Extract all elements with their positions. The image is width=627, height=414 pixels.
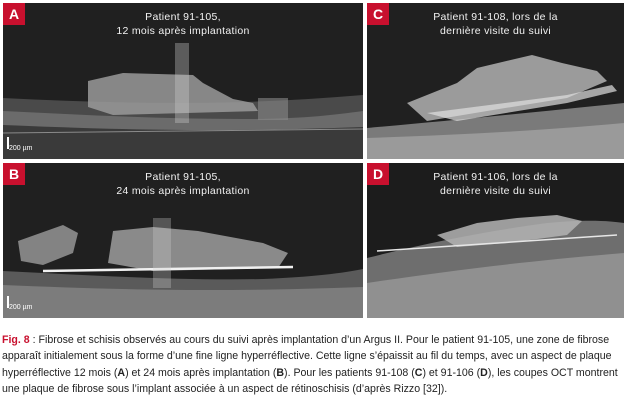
panel-label-b: B	[3, 163, 25, 185]
panel-label-d: D	[367, 163, 389, 185]
scale-bar-b	[9, 304, 33, 312]
panel-title-c	[367, 10, 624, 38]
caption-text-5: ), les coupes OCT montrent une plaque de fibrose sous l’implant associée à un aspect de rétinoschisis (d’après Rizzo [32]).	[2, 366, 618, 396]
figure-caption	[2, 332, 624, 398]
panel-title-d-line1: Patient 91-106, lors de la	[433, 171, 558, 183]
panel-title-c-line2: dernière visite du suivi	[439, 25, 552, 37]
caption-ref-d: D	[480, 366, 488, 379]
panel-title-a	[3, 10, 363, 38]
scale-label-b: 200 µm	[9, 304, 33, 311]
panel-title-a-line2: 12 mois après implantation	[116, 25, 250, 37]
caption-text-1: : Fibrose et schisis observés au cours du suivi après implantation d’un Argus II. Pour le patient 91-105, une zone de fibrose apparaît initialement sous la forme d’une fine ligne hyperréflective. Cette ligne s’épaissit au fil du temps, avec un aspect de plaque hyperréflective 12 mois (	[2, 334, 612, 379]
caption-text-2: ) et 24 mois après implantation (	[125, 366, 277, 379]
caption-ref-c: C	[414, 366, 423, 379]
panel-label-c: C	[367, 3, 389, 25]
panel-title-c-line1: Patient 91-108, lors de la	[433, 11, 558, 23]
panel-title-b	[3, 170, 363, 198]
caption-ref-b: B	[276, 366, 285, 379]
panel-title-d-line2: dernière visite du suivi	[439, 185, 552, 197]
oct-panel-d	[367, 163, 624, 318]
oct-panel-b	[3, 163, 363, 318]
caption-ref-a: A	[117, 366, 126, 379]
panel-title-b-line2: 24 mois après implantation	[116, 185, 250, 197]
oct-panel-a	[3, 3, 363, 159]
panel-title-d	[367, 170, 624, 198]
scale-label-a: 200 µm	[9, 145, 33, 152]
panel-title-b-line1: Patient 91-105,	[145, 171, 221, 183]
figure-label: Fig. 8	[2, 334, 30, 346]
panel-label-a: A	[3, 3, 25, 25]
caption-text-4: ) et 91-106 (	[422, 366, 481, 379]
oct-panel-c	[367, 3, 624, 159]
panel-title-a-line1: Patient 91-105,	[145, 11, 221, 23]
scale-bar-a	[9, 145, 33, 153]
caption-text-3: ). Pour les patients 91-108 (	[284, 366, 415, 379]
